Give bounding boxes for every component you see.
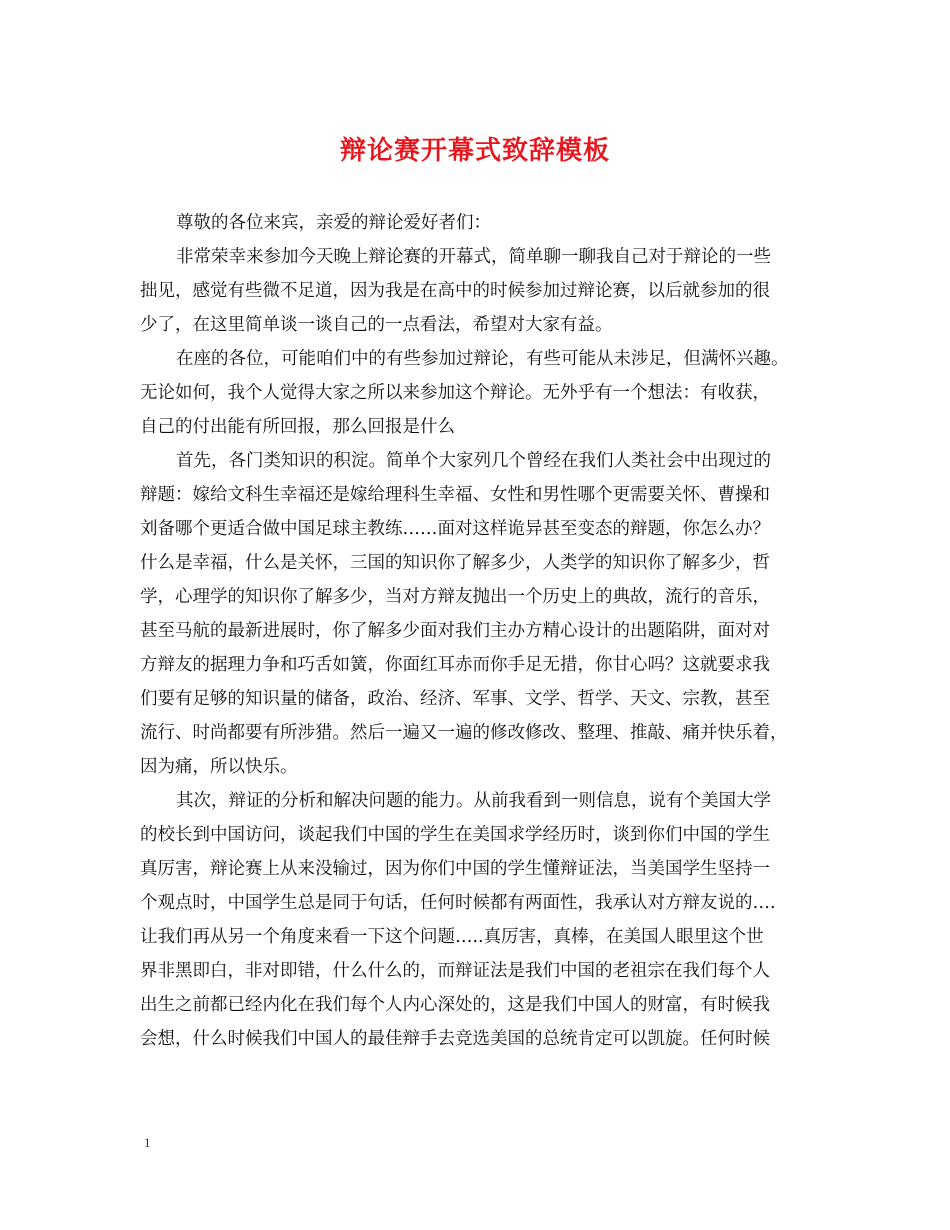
paragraph-line: 们要有足够的知识量的储备，政治、经济、军事、文学、哲学、天文、宗教，甚至 [140, 689, 770, 709]
paragraph-line: 少了，在这里简单谈一谈自己的一点看法，希望对大家有益。 [140, 315, 613, 335]
paragraph-line: 会想，什么时候我们中国人的最佳辩手去竞选美国的总统肯定可以凯旋。任何时候 [140, 1029, 770, 1049]
paragraph-line: 出生之前都已经内化在我们每个人内心深处的，这是我们中国人的财富，有时候我 [140, 995, 770, 1015]
paragraph-line: 其次，辩证的分析和解决问题的能力。从前我看到一则信息，说有个美国大学 [176, 791, 771, 811]
paragraph-line: 真厉害，辩论赛上从来没输过，因为你们中国的学生懂辩证法，当美国学生坚持一 [140, 859, 770, 879]
paragraph-line: 拙见，感觉有些微不足道，因为我是在高中的时候参加过辩论赛，以后就参加的很 [140, 281, 770, 301]
paragraph-line: 非常荣幸来参加今天晚上辩论赛的开幕式，简单聊一聊我自己对于辩论的一些 [176, 247, 771, 267]
document-title: 辩论赛开幕式致辞模板 [339, 136, 610, 166]
paragraph-line: 辩题：嫁给文科生幸福还是嫁给理科生幸福、女性和男性哪个更需要关怀、曹操和 [140, 485, 770, 505]
paragraph-line: 让我们再从另一个角度来看一下这个问题…..真厉害，真棒，在美国人眼里这个世 [140, 927, 764, 947]
paragraph-line: 因为痛，所以快乐。 [140, 757, 298, 777]
paragraph-line: 自己的付出能有所回报，那么回报是什么 [140, 417, 455, 437]
page-number: 1 [144, 1135, 151, 1150]
paragraph-line: 流行、时尚都要有所涉猎。然后一遍又一遍的修改修改、整理、推敲、痛并快乐着， [140, 723, 788, 743]
paragraph-line: 的校长到中国访问，谈起我们中国的学生在美国求学经历时，谈到你们中国的学生 [140, 825, 770, 845]
paragraph-line: 学，心理学的知识你了解多少，当对方辩友抛出一个历史上的典故，流行的音乐， [140, 587, 770, 607]
paragraph-line: 首先，各门类知识的积淀。简单个大家列几个曾经在我们人类社会中出现过的 [176, 451, 771, 471]
paragraph-line: 刘备哪个更适合做中国足球主教练……面对这样诡异甚至变态的辩题，你怎么办？ [140, 519, 770, 539]
paragraph-line: 无论如何，我个人觉得大家之所以来参加这个辩论。无外乎有一个想法：有收获， [140, 383, 770, 403]
paragraph-line: 方辩友的据理力争和巧舌如簧，你面红耳赤而你手足无措，你甘心吗？这就要求我 [140, 655, 770, 675]
paragraph-line: 什么是幸福，什么是关怀，三国的知识你了解多少，人类学的知识你了解多少，哲 [140, 553, 770, 573]
paragraph-line: 尊敬的各位来宾，亲爱的辩论爱好者们： [176, 213, 491, 233]
paragraph-line: 甚至马航的最新进展时，你了解多少面对我们主办方精心设计的出题陷阱，面对对 [140, 621, 770, 641]
paragraph-line: 个观点时，中国学生总是同于句话，任何时候都有两面性，我承认对方辩友说的…. [140, 893, 776, 913]
paragraph-line: 界非黑即白，非对即错，什么什么的，而辩证法是我们中国的老祖宗在我们每个人 [140, 961, 770, 981]
paragraph-line: 在座的各位，可能咱们中的有些参加过辩论，有些可能从未涉足，但满怀兴趣。 [176, 349, 789, 369]
document-body [140, 206, 812, 1056]
